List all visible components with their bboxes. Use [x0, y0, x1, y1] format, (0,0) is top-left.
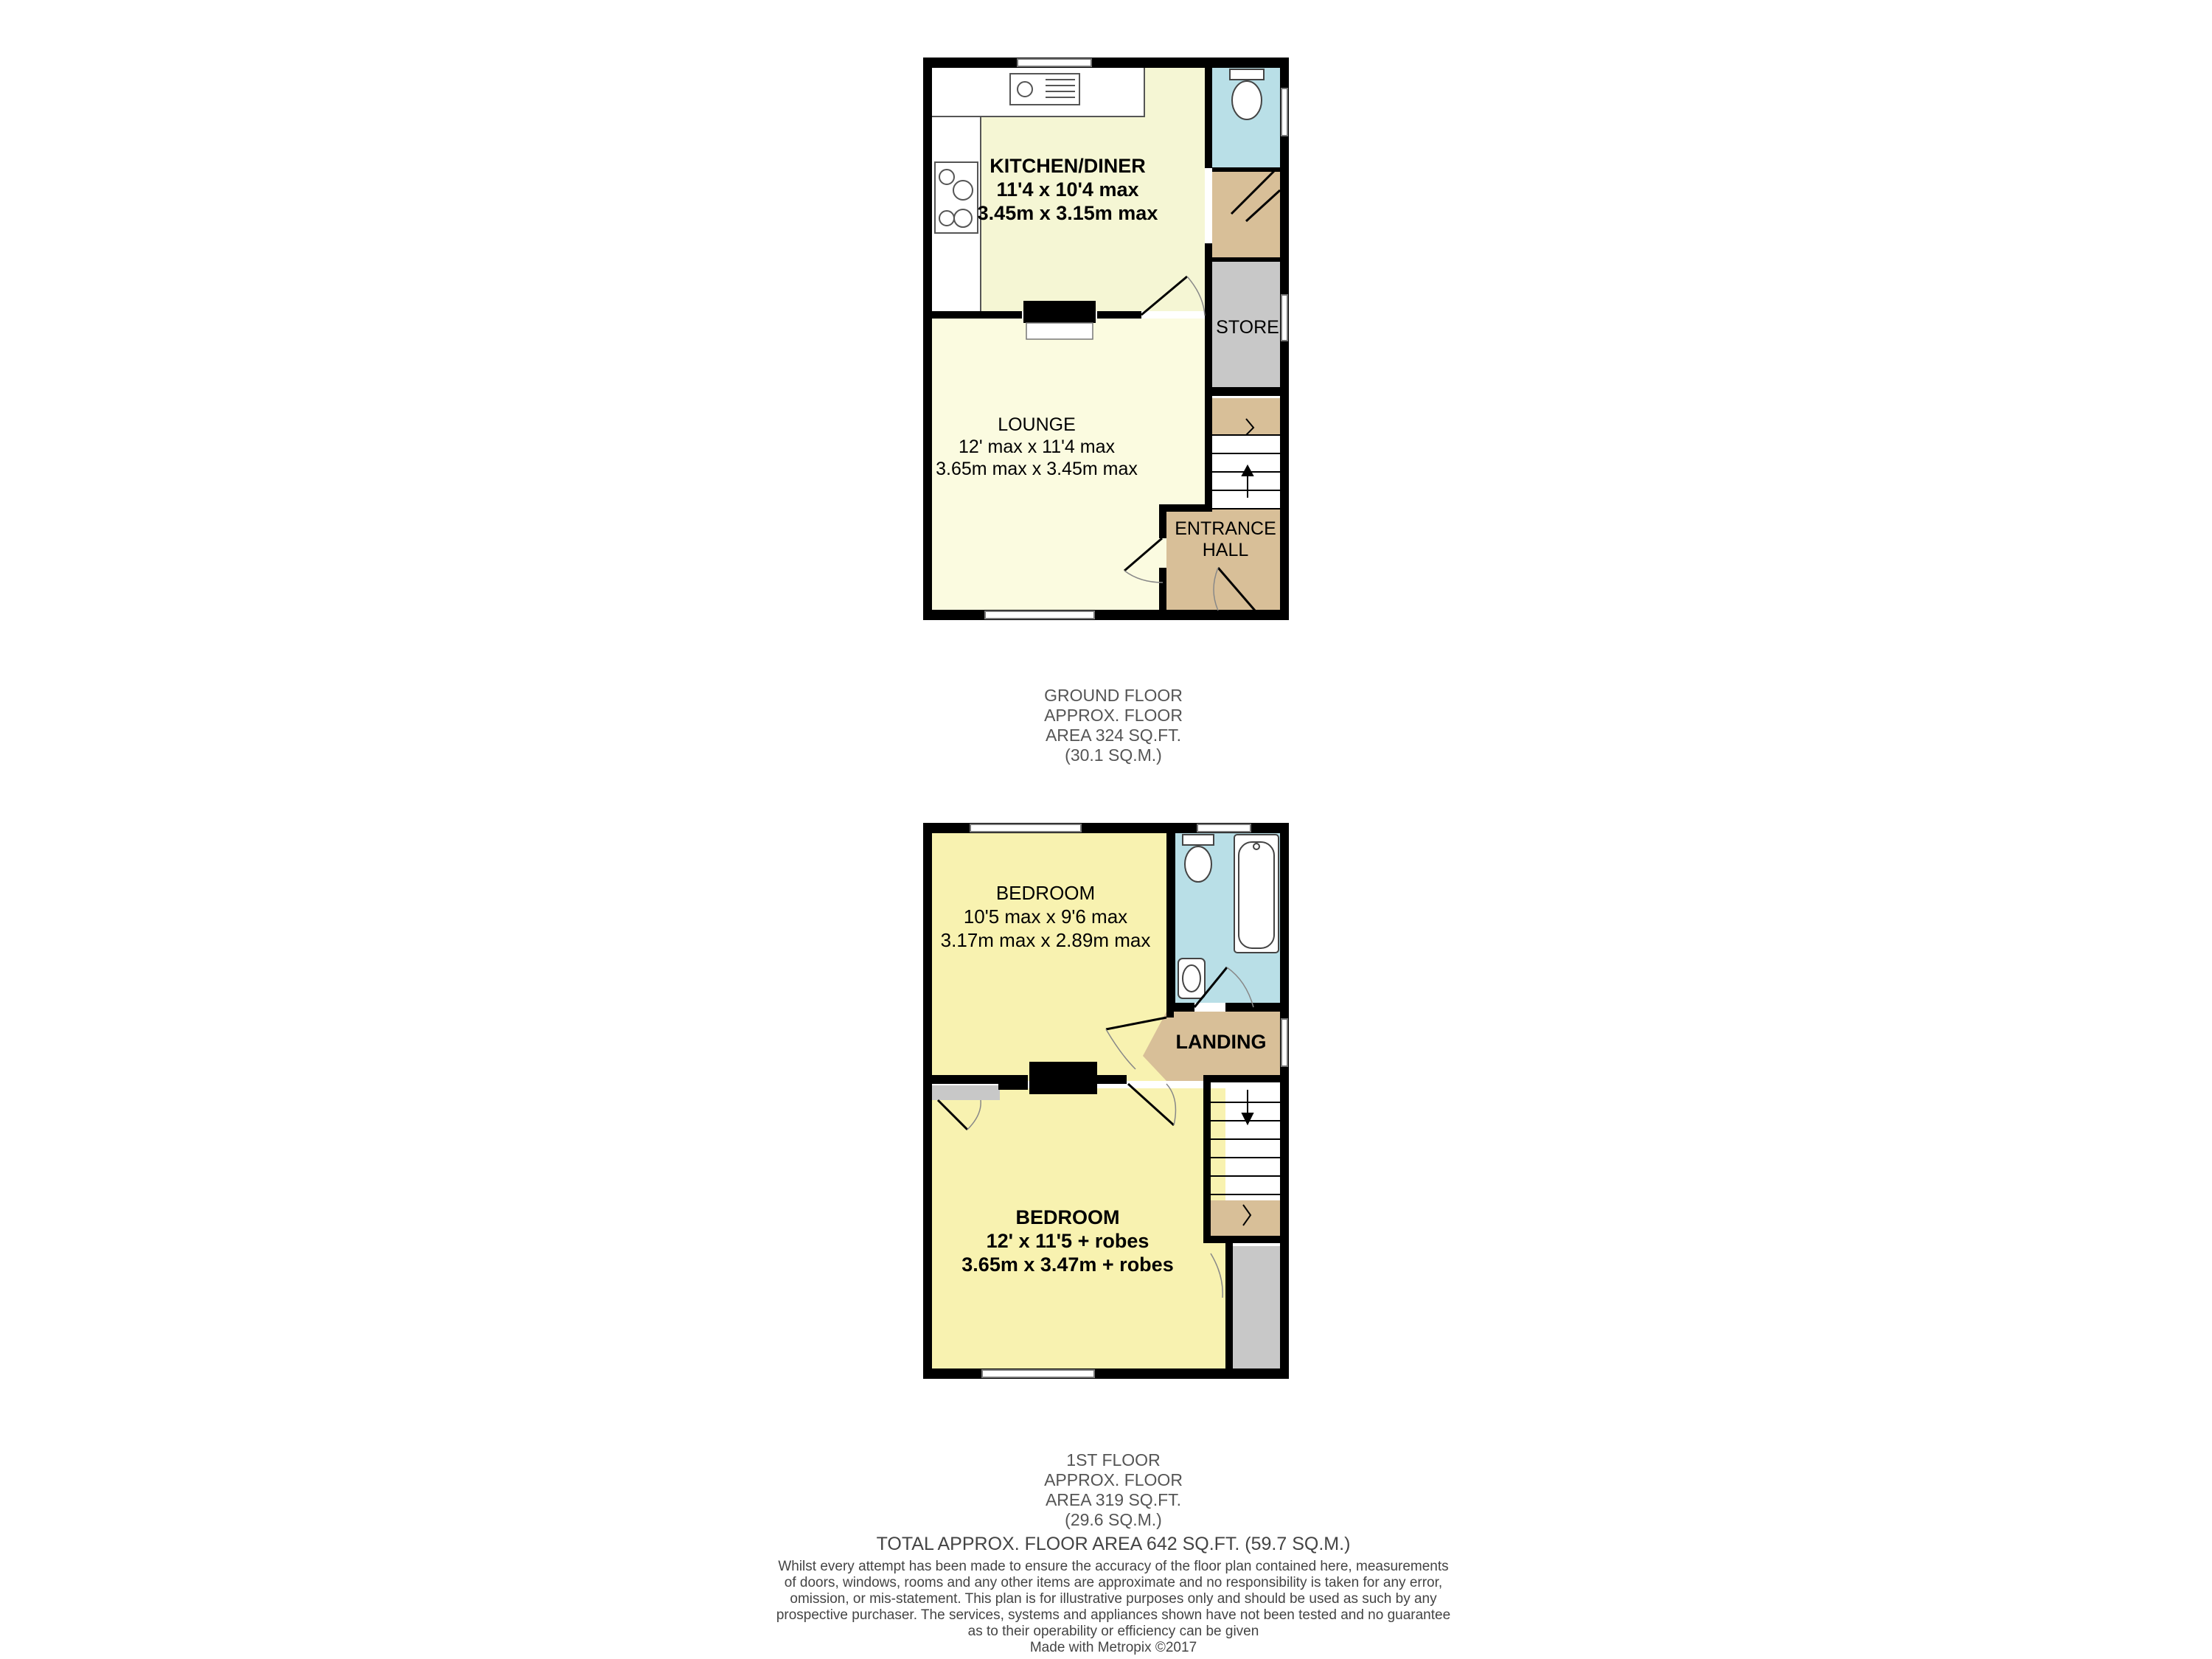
first-floor-caption [959, 1450, 1268, 1530]
entrance-hall-line1: ENTRANCE [1175, 518, 1276, 539]
ground-floor-plan [923, 58, 1289, 620]
disclaimer-line: omission, or mis-statement. This plan is for illustrative purposes only and should be used as such by any [790, 1591, 1437, 1607]
first-floor-caption-line: APPROX. FLOOR [1044, 1470, 1183, 1489]
ground-floor-caption-line: (30.1 SQ.M.) [1065, 745, 1162, 765]
bedroom-large-dim-metric: 3.65m x 3.47m + robes [961, 1253, 1174, 1276]
total-floor-area: TOTAL APPROX. FLOOR AREA 642 SQ.FT. (59.7 SQ.M.) [876, 1534, 1351, 1554]
bedroom-large-name: BEDROOM [1015, 1206, 1120, 1228]
lounge-name: LOUNGE [998, 414, 1076, 435]
ground-wc-toilet-icon [1230, 69, 1264, 119]
disclaimer-line: of doors, windows, rooms and any other items are approximate and no responsibility is taken for any error, [784, 1575, 1443, 1590]
disclaimer [730, 1559, 1497, 1656]
stairs-landing-first [1209, 1200, 1281, 1236]
ground-hall-upper [1212, 171, 1281, 260]
ground-floor-caption-line: GROUND FLOOR [1044, 686, 1183, 705]
first-floor-plan [923, 823, 1289, 1379]
disclaimer-line: prospective purchaser. The services, systems and appliances shown have not been tested and no guarantee [776, 1607, 1451, 1623]
kitchen-diner-dim-imperial: 11'4 x 10'4 max [996, 178, 1139, 201]
lounge-dim-metric: 3.65m max x 3.45m max [936, 459, 1138, 479]
lounge-floor-lower [931, 501, 1166, 610]
kitchen-diner-name: KITCHEN/DINER [990, 155, 1146, 177]
first-floor-caption-line: 1ST FLOOR [1066, 1450, 1161, 1470]
first-floor-caption-line: (29.6 SQ.M.) [1065, 1510, 1162, 1529]
kitchen-diner-dim-metric: 3.45m x 3.15m max [977, 202, 1158, 224]
entrance-hall-line2: HALL [1202, 540, 1249, 560]
landing-name: LANDING [1175, 1031, 1267, 1053]
stairs-landing-ground [1212, 398, 1281, 435]
toilet-icon [1185, 846, 1211, 882]
disclaimer-line: Made with Metropix ©2017 [1029, 1640, 1197, 1655]
bedroom-large-dim-imperial: 12' x 11'5 + robes [986, 1230, 1150, 1252]
first-floor-chimney [1029, 1062, 1097, 1094]
bedroom-small-dim-metric: 3.17m max x 2.89m max [940, 929, 1151, 951]
store-name: STORE [1216, 317, 1279, 338]
lounge-dim-imperial: 12' max x 11'4 max [959, 437, 1115, 457]
ground-floor-caption [959, 686, 1268, 765]
chimney-breast [1023, 301, 1096, 323]
bedroom-small-name: BEDROOM [995, 882, 1096, 904]
fireplace-hearth [1026, 323, 1093, 339]
disclaimer-line: as to their operability or efficiency can be given [967, 1624, 1259, 1639]
small-cupboard [931, 1085, 1000, 1100]
ground-floor-caption-line: APPROX. FLOOR [1044, 706, 1183, 725]
disclaimer-line: Whilst every attempt has been made to ensure the accuracy of the floor plan contained here, measurements [778, 1559, 1449, 1574]
ground-floor-caption-line: AREA 324 SQ.FT. [1045, 726, 1182, 745]
toilet-tank-icon [1183, 835, 1214, 845]
bedroom-small-floor [931, 833, 1166, 1081]
first-floor-caption-line: AREA 319 SQ.FT. [1045, 1490, 1182, 1509]
bedroom-small-dim-imperial: 10'5 max x 9'6 max [963, 905, 1128, 928]
robes-cupboard [1233, 1246, 1281, 1368]
